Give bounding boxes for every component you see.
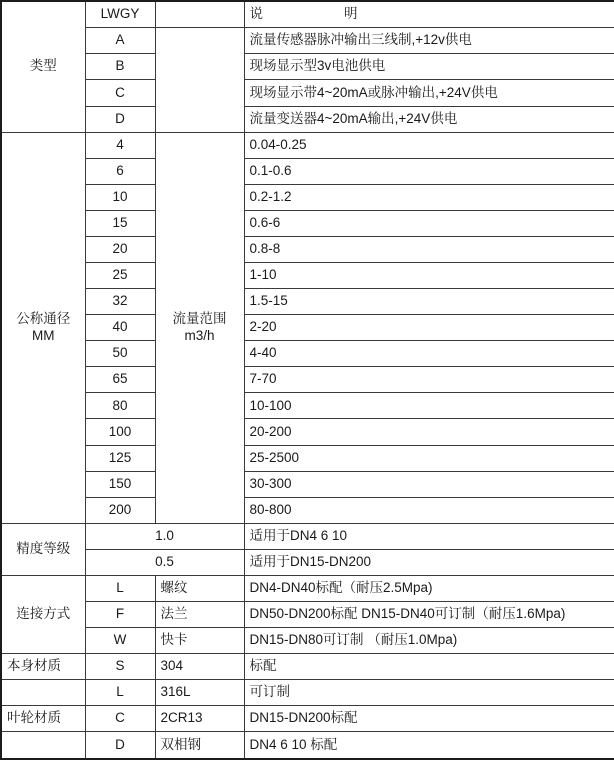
cell-code: 15 [85,210,155,236]
cell-category-type: 类型 [1,1,85,132]
cell-code: C [85,80,155,106]
cell-desc: 适用于DN4 6 10 [244,523,614,549]
cell-code: A [85,28,155,54]
table-row [1,497,614,523]
table-row [1,654,614,680]
cell-code: 25 [85,263,155,289]
cell-code: 1.0 [85,523,244,549]
cell-desc: 1.5-15 [244,289,614,315]
cell-desc: 0.1-0.6 [244,158,614,184]
cell-code: C [85,706,155,732]
table-row [1,445,614,471]
table-row [1,80,614,106]
table-row [1,549,614,575]
table-row [1,575,614,601]
cell-code: W [85,628,155,654]
cell-desc: 4-40 [244,341,614,367]
cell-desc: 7-70 [244,367,614,393]
cell-code: S [85,654,155,680]
cell-category-diameter [1,132,85,523]
cell-empty [155,1,244,28]
cell-desc: DN15-DN80可订制 （耐压1.0Mpa) [244,628,614,654]
cell-desc: 25-2500 [244,445,614,471]
cell-desc: DN50-DN200标配 DN15-DN40可订制（耐压1.6Mpa) [244,602,614,628]
cell-desc: 适用于DN15-DN200 [244,549,614,575]
cell-desc: DN4 6 10 标配 [244,732,614,759]
cell-code: F [85,602,155,628]
cell-code: D [85,106,155,132]
cell-code: 10 [85,184,155,210]
cell-desc: 1-10 [244,263,614,289]
cell-mid: 快卡 [155,628,244,654]
cell-empty [1,732,85,759]
cell-code: D [85,732,155,759]
cell-code: 50 [85,341,155,367]
cell-desc: DN4-DN40标配（耐压2.5Mpa) [244,575,614,601]
diameter-label-line2: MM [32,327,55,343]
cell-mid: 螺纹 [155,575,244,601]
cell-desc: 20-200 [244,419,614,445]
cell-code: 80 [85,393,155,419]
cell-desc: 0.2-1.2 [244,184,614,210]
cell-desc: 0.04-0.25 [244,132,614,158]
cell-category-accuracy: 精度等级 [1,523,85,575]
table-row [1,523,614,549]
table-row [1,680,614,706]
table-row [1,367,614,393]
cell-desc: 2-20 [244,315,614,341]
table-row [1,419,614,445]
cell-desc: 10-100 [244,393,614,419]
cell-category-impeller-material: 叶轮材质 [1,706,85,732]
cell-code: L [85,575,155,601]
cell-desc: 流量传感器脉冲输出三线制,+12v供电 [244,28,614,54]
cell-code: 0.5 [85,549,244,575]
cell-code: 40 [85,315,155,341]
table-row [1,106,614,132]
cell-desc: 现场显示带4~20mA或脉冲输出,+24V供电 [244,80,614,106]
cell-code: 200 [85,497,155,523]
cell-mid: 316L [155,680,244,706]
flow-range-line2: m3/h [184,327,215,343]
cell-model-code: LWGY [85,1,155,28]
cell-desc: DN15-DN200标配 [244,706,614,732]
table-row [1,158,614,184]
cell-code: L [85,680,155,706]
table-row [1,289,614,315]
cell-code: 100 [85,419,155,445]
cell-desc: 30-300 [244,471,614,497]
table-row [1,341,614,367]
table-row [1,471,614,497]
table-row [1,315,614,341]
table-row [1,132,614,158]
cell-code: 6 [85,158,155,184]
diameter-label-line1: 公称通径 [16,310,71,326]
table-row [1,706,614,732]
table-row [1,628,614,654]
cell-desc: 0.6-6 [244,210,614,236]
cell-code: 20 [85,236,155,262]
cell-desc: 0.8-8 [244,236,614,262]
table-row [1,54,614,80]
cell-empty [1,680,85,706]
cell-mid: 双相钢 [155,732,244,759]
cell-code: 65 [85,367,155,393]
cell-mid: 2CR13 [155,706,244,732]
cell-desc: 可订制 [244,680,614,706]
cell-desc: 80-800 [244,497,614,523]
table-row [1,602,614,628]
cell-code: 125 [85,445,155,471]
cell-code: 4 [85,132,155,158]
table-row [1,393,614,419]
cell-desc: 现场显示型3v电池供电 [244,54,614,80]
cell-mid: 304 [155,654,244,680]
cell-category-body-material: 本身材质 [1,654,85,680]
cell-code: B [85,54,155,80]
table-row [1,236,614,262]
table-row [1,210,614,236]
cell-code: 32 [85,289,155,315]
table-row [1,28,614,54]
cell-flow-range [155,132,244,523]
cell-desc: 标配 [244,654,614,680]
flow-range-line1: 流量范围 [172,310,227,326]
table-row [1,732,614,759]
table-row [1,184,614,210]
table-row [1,263,614,289]
cell-empty [155,28,244,132]
cell-mid: 法兰 [155,602,244,628]
cell-code: 150 [85,471,155,497]
cell-desc-header: 说 明 [244,1,614,28]
cell-category-connection: 连接方式 [1,575,85,653]
table-row [1,1,614,28]
cell-desc: 流量变送器4~20mA输出,+24V供电 [244,106,614,132]
